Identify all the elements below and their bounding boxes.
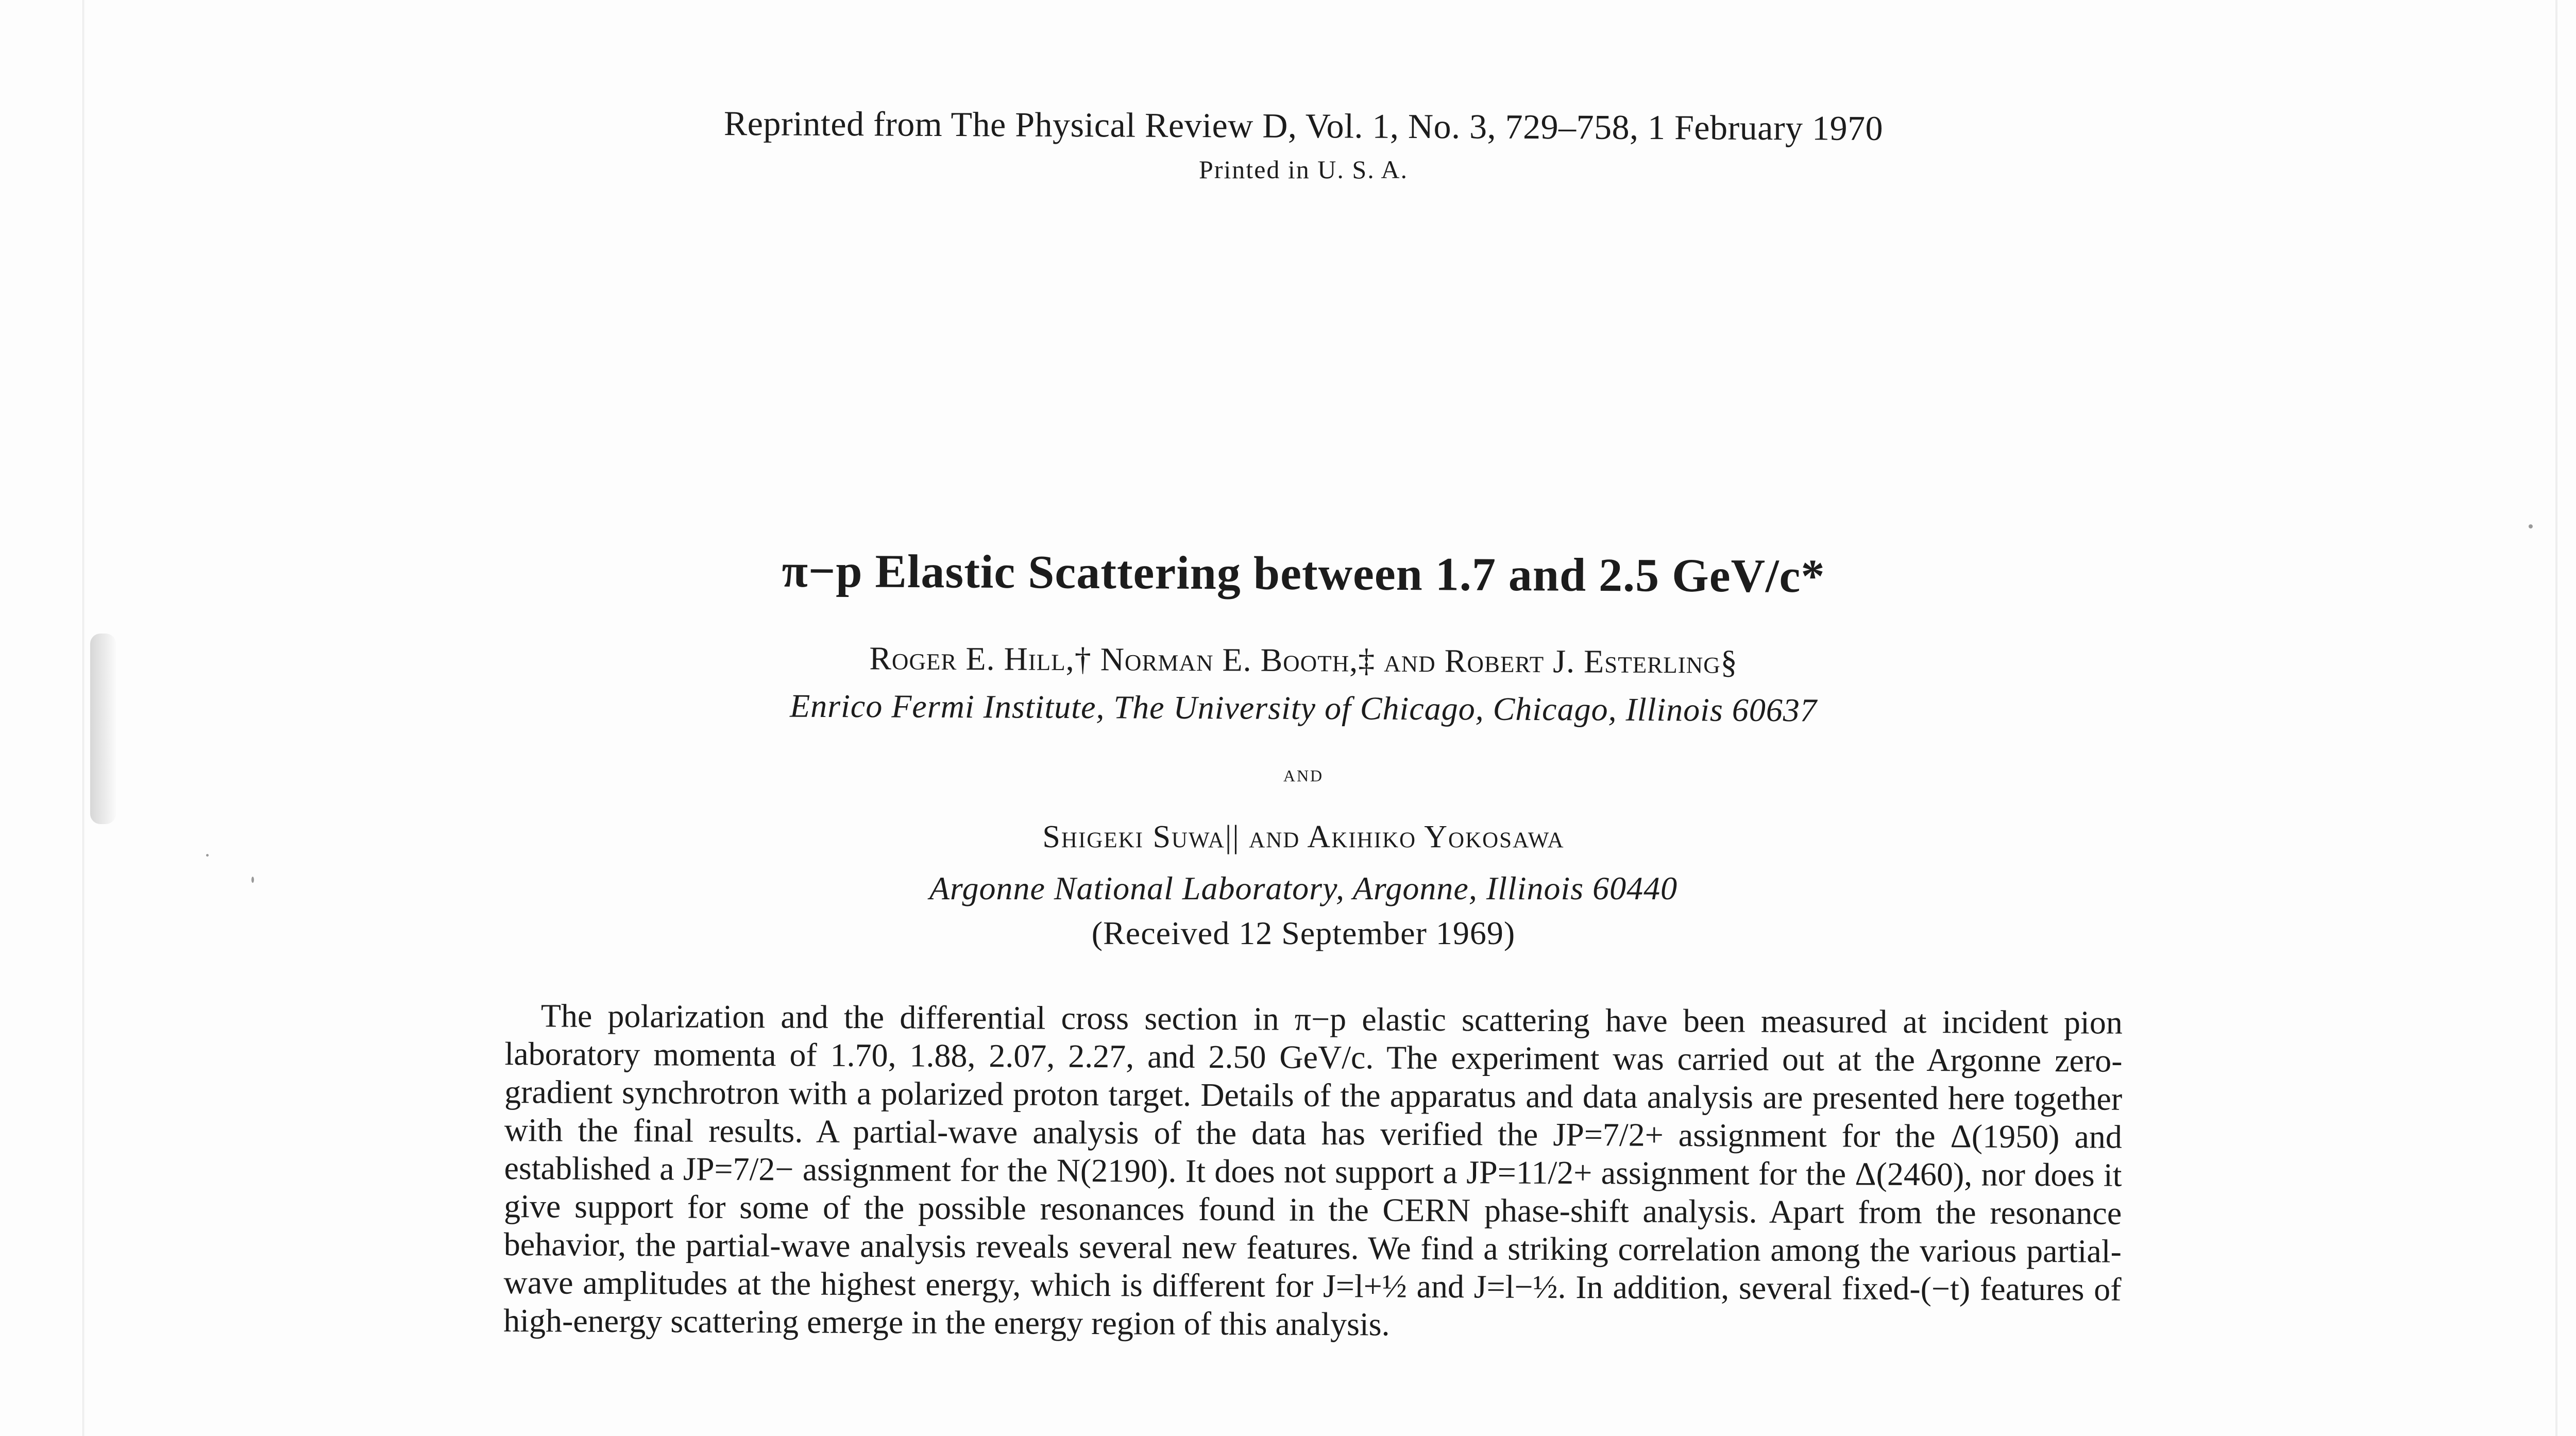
affiliation-2: Argonne National Laboratory, Argonne, Illinois 60440: [929, 870, 1678, 907]
paper-title: π−p Elastic Scattering between 1.7 and 2.5 GeV/c*: [782, 544, 1825, 603]
affiliation-1: Enrico Fermi Institute, The University of Chicago, Chicago, Illinois 60637: [789, 687, 1818, 729]
authors-group-2: Shigeki Suwa|| and Akihiko Yokosawa: [1042, 819, 1565, 854]
reprint-notice: Reprinted from The Physical Review D, Vol. 1, No. 3, 729–758, 1 February 1970: [723, 104, 1884, 148]
printed-location: Printed in U. S. A.: [1198, 155, 1409, 184]
scan-speck: [2529, 524, 2533, 528]
author-separator: and: [1283, 760, 1324, 787]
received-date: (Received 12 September 1969): [1091, 915, 1516, 951]
authors-group-1: Roger E. Hill,† Norman E. Booth,‡ and Robert J. Esterling§: [869, 640, 1738, 680]
abstract: The polarization and the differential cross section in π−p elastic scattering have been measured at incident pion laboratory momenta of 1.70, 1.88, 2.07, 2.27, and 2.50 GeV/c. The experiment was carried out at the Argonne zero-gradient synchrotron with a polarized proton target. Details of the apparatus and data analysis are presented here together with the final results. A partial-wave analysis of the data has verified the JP=7/2+ assignment for the Δ(1950) and established a JP=7/2− assignment for the N(2190). It does not support a JP=11/2+ assignment for the Δ(2460), nor does it give support for some of the possible resonances found in the CERN phase-shift analysis. Apart from the resonance behavior, the partial-wave analysis reveals several new features. We find a striking correlation among the various partial-wave amplitudes at the highest energy, which is different for J=l+½ and J=l−½. In addition, several fixed-(−t) features of high-energy scattering emerge in the energy region of this analysis.: [503, 997, 2123, 1343]
